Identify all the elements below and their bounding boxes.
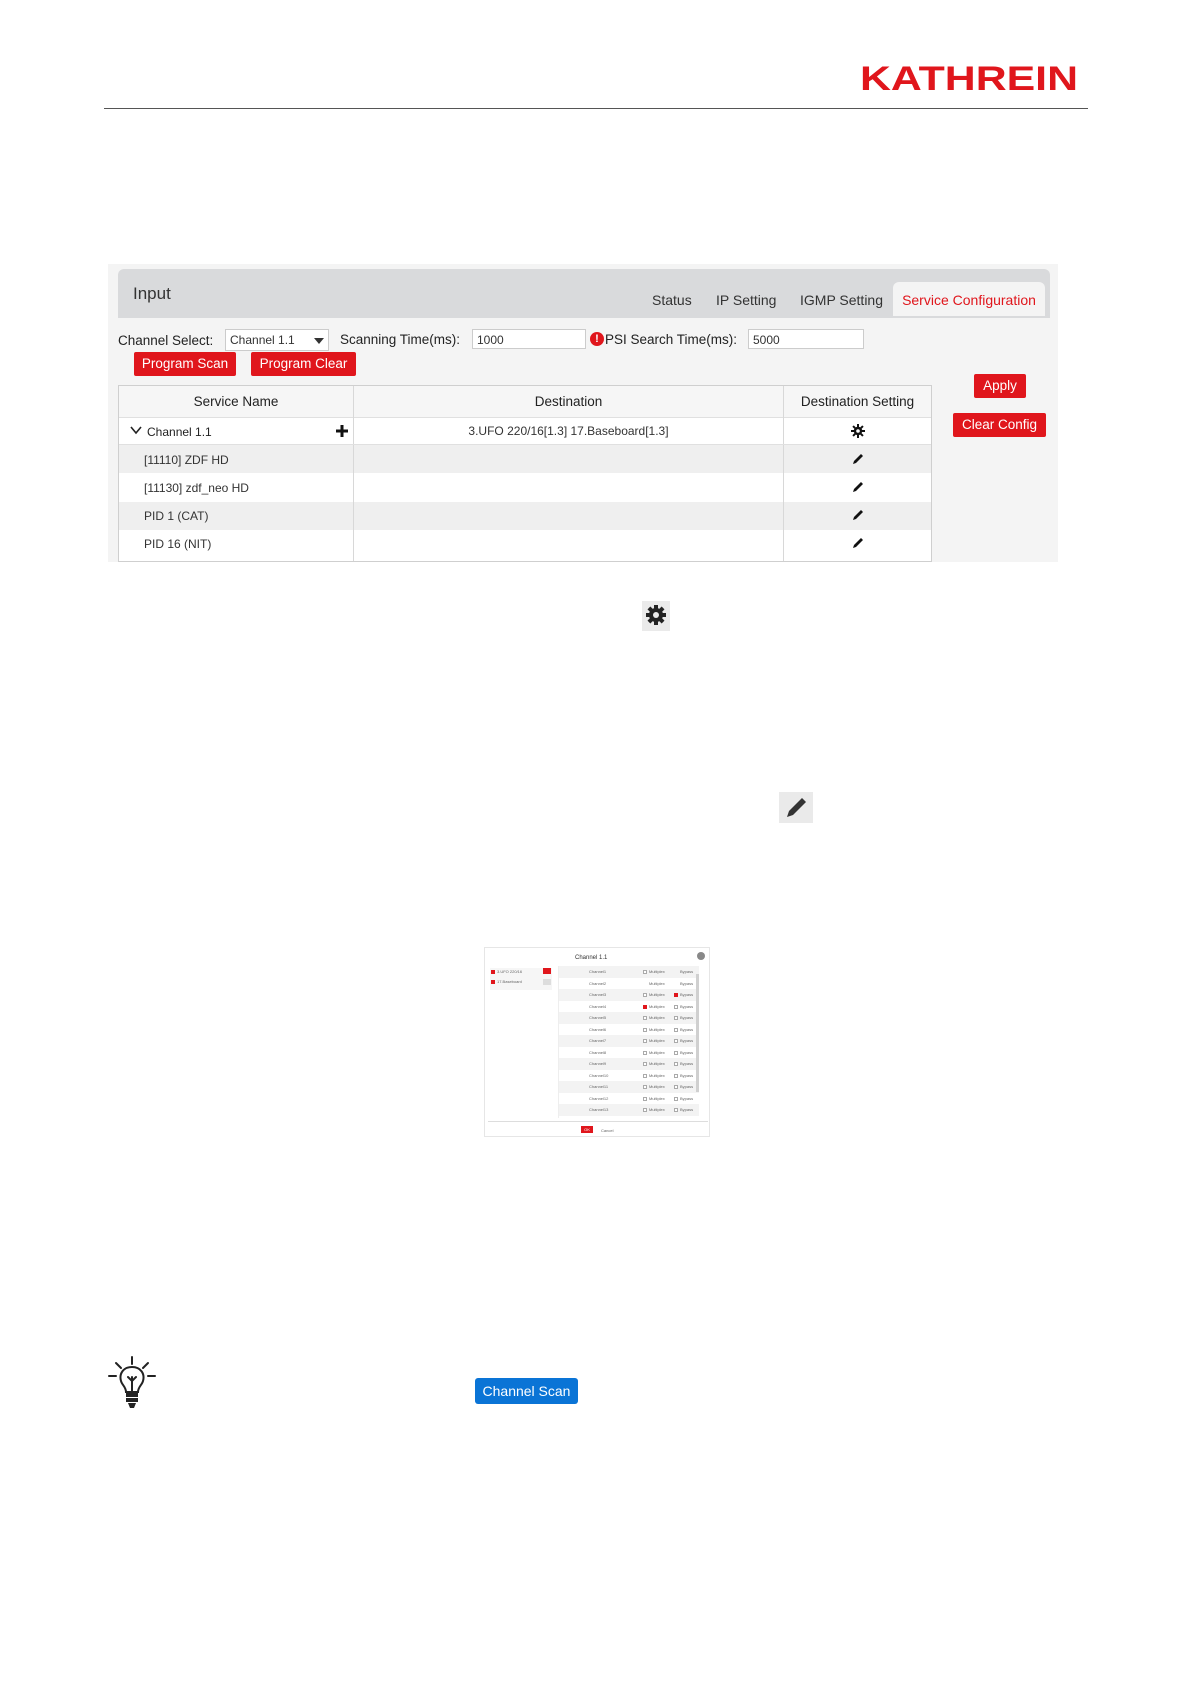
dialog-channel-list — [559, 966, 699, 1116]
tab-status[interactable]: Status — [652, 292, 692, 308]
pencil-icon-illustration — [779, 792, 813, 823]
column-header-destination-setting: Destination Setting — [784, 386, 931, 417]
service-row-name: [11110] ZDF HD — [144, 453, 229, 467]
dialog-channel-row: Channel13 Multiplex Bypass — [559, 1104, 699, 1116]
dialog-channel-row: Channel4 Multiplex Bypass — [559, 1001, 699, 1013]
dialog-left-item: 17.Baseboard — [497, 979, 522, 984]
service-row-name: PID 1 (CAT) — [144, 509, 209, 523]
dialog-title: Channel 1.1 — [575, 955, 608, 961]
dialog-channel-row: Channel8 Multiplex Bypass — [559, 1047, 699, 1059]
dialog-channel-row: Channel5 Multiplex Bypass — [559, 1012, 699, 1024]
tab-service-configuration[interactable]: Service Configuration — [893, 282, 1045, 316]
service-row-name: [11130] zdf_neo HD — [144, 481, 249, 495]
clear-config-button[interactable]: Clear Config — [953, 413, 1046, 437]
pencil-icon[interactable] — [851, 480, 865, 494]
gear-icon — [642, 601, 670, 631]
channel-select-value: Channel 1.1 — [230, 333, 295, 347]
channel-select[interactable] — [225, 329, 329, 351]
tab-ip-setting[interactable]: IP Setting — [716, 292, 777, 308]
table-row-stripe — [119, 445, 931, 473]
column-header-service-name: Service Name — [119, 386, 353, 417]
warning-icon: ! — [590, 332, 604, 346]
pencil-icon[interactable] — [851, 452, 865, 466]
chevron-down-icon — [314, 338, 324, 344]
table-row-stripe — [119, 502, 931, 530]
dialog-channel-row: Channel2 Multiplex Bypass — [559, 978, 699, 990]
channel-row-name: Channel 1.1 — [147, 425, 212, 439]
pencil-icon[interactable] — [851, 508, 865, 522]
gear-icon[interactable] — [851, 424, 865, 438]
dialog-channel-row: Channel6 Multiplex Bypass — [559, 1024, 699, 1036]
program-scan-button[interactable]: Program Scan — [134, 352, 236, 376]
dialog-channel-row: Channel11 Multiplex Bypass — [559, 1081, 699, 1093]
psi-search-input[interactable]: 5000 — [748, 329, 864, 349]
dialog-cancel-button[interactable]: Cancel — [601, 1128, 614, 1133]
channel-scan-button[interactable]: Channel Scan — [475, 1378, 578, 1404]
close-icon[interactable] — [697, 952, 705, 960]
gear-icon-illustration — [642, 601, 670, 631]
dialog-channel-row: Channel1 Multiplex Bypass — [559, 966, 699, 978]
psi-search-label: PSI Search Time(ms): — [605, 332, 738, 347]
panel-title: Input — [133, 284, 171, 303]
channel-select-label: Channel Select: — [118, 333, 214, 348]
chevron-down-icon[interactable] — [130, 425, 142, 435]
dialog-channel-row: Channel7 Multiplex Bypass — [559, 1035, 699, 1047]
scanning-time-input[interactable]: 1000 — [472, 329, 586, 349]
dialog-channel-row: Channel12 Multiplex Bypass — [559, 1093, 699, 1105]
svg-text:KATHREIN: KATHREIN — [860, 62, 1078, 94]
kathrein-logo — [860, 62, 1080, 94]
program-clear-button[interactable]: Program Clear — [251, 352, 356, 376]
pencil-icon — [779, 792, 813, 823]
column-header-destination: Destination — [354, 386, 783, 417]
dialog-channel-row: Channel3 Multiplex Bypass — [559, 989, 699, 1001]
pencil-icon[interactable] — [851, 536, 865, 550]
lightbulb-icon — [107, 1355, 157, 1411]
apply-button[interactable]: Apply — [974, 374, 1026, 398]
scrollbar[interactable] — [696, 974, 699, 1092]
dialog-channel-row: Channel10 Multiplex Bypass — [559, 1070, 699, 1082]
channel-row-destination: 3.UFO 220/16[1.3] 17.Baseboard[1.3] — [468, 424, 669, 438]
scanning-time-label: Scanning Time(ms): — [340, 332, 461, 347]
dialog-left-item: 3.UFO 220/16 — [497, 969, 523, 974]
dialog-ok-button[interactable]: OK — [581, 1126, 593, 1133]
add-icon[interactable] — [336, 425, 348, 437]
service-row-name: PID 16 (NIT) — [144, 537, 212, 551]
header-divider — [104, 108, 1088, 109]
dialog-channel-row: Channel9 Multiplex Bypass — [559, 1058, 699, 1070]
tab-igmp-setting[interactable]: IGMP Setting — [800, 292, 884, 308]
